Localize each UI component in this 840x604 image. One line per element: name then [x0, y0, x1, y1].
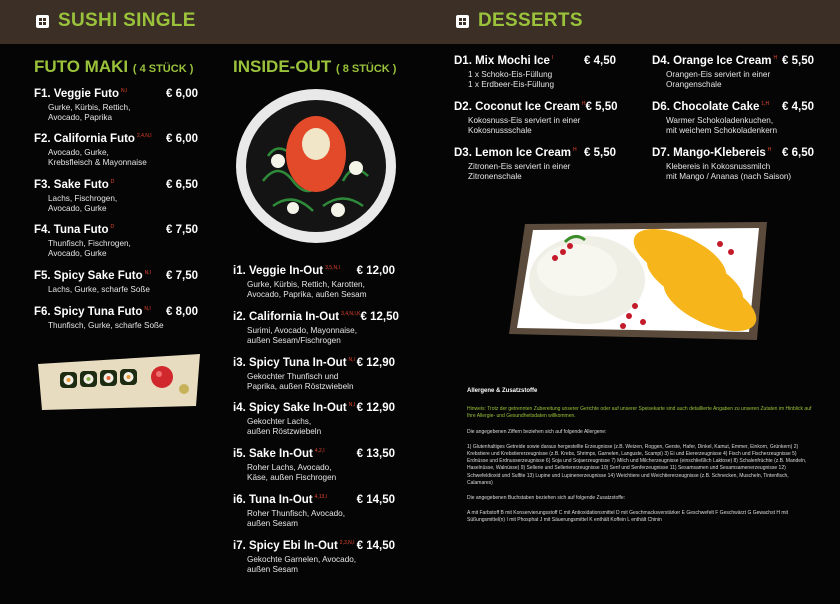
- item-description: Klebereis in Kokosnussmilch mit Mango / Ananas (nach Saison): [666, 162, 792, 181]
- allergens-info: [467, 388, 815, 533]
- item-price: € 12,00: [356, 265, 395, 277]
- menu-item-f2[interactable]: [34, 133, 198, 168]
- item-name: F6. Spicy Tuna Futo: [34, 306, 143, 318]
- menu-item-d6[interactable]: [652, 101, 814, 136]
- item-price: € 7,50: [166, 224, 198, 236]
- allergen-codes: N,I: [120, 88, 128, 95]
- allergen-codes: D: [110, 224, 115, 231]
- menu-item-i7[interactable]: [233, 540, 395, 575]
- item-description: Avocado, Gurke, Krebsfleisch & Mayonnaise: [48, 148, 147, 167]
- menu-item-i3[interactable]: [233, 357, 395, 392]
- allergen-codes: 4,2,I: [314, 448, 325, 455]
- item-price: € 4,50: [584, 55, 616, 67]
- menu-item-f1[interactable]: [34, 88, 198, 123]
- item-description: Thunfisch, Gurke, scharfe Soße: [48, 321, 164, 330]
- item-price: € 4,50: [782, 101, 814, 113]
- item-price: € 12,90: [356, 402, 395, 414]
- item-description: Lachs, Gurke, scharfe Soße: [48, 285, 150, 294]
- item-price: € 6,00: [166, 133, 198, 145]
- menu-item-i6[interactable]: [233, 494, 395, 529]
- item-price: € 6,00: [166, 88, 198, 100]
- inside-out-photo: [233, 86, 398, 246]
- section-header-sushi: [34, 10, 196, 32]
- menu-item-i4[interactable]: [233, 402, 395, 437]
- item-description: Warmer Schokoladenkuchen, mit weichem Schokoladenkern: [666, 116, 778, 135]
- allergen-codes: 2,4,N,I: [136, 133, 152, 140]
- section-title-desserts: DESSERTS: [478, 10, 583, 31]
- item-name: i1. Veggie In-Out: [233, 265, 324, 277]
- item-price: € 14,50: [356, 540, 395, 552]
- menu-item-i2[interactable]: [233, 311, 399, 346]
- allergen-codes: 3,4,N,I,K: [341, 311, 361, 318]
- additives-intro: Die angegebenen Buchstaben beziehen sich auf folgende Zusatzstoffe:: [467, 495, 626, 502]
- item-price: € 14,50: [356, 494, 395, 506]
- menu-item-d4[interactable]: [652, 55, 814, 90]
- menu-item-f6[interactable]: [34, 306, 198, 331]
- item-name: F5. Spicy Sake Futo: [34, 270, 143, 282]
- item-name: i7. Spicy Ebi In-Out: [233, 540, 338, 552]
- allergen-codes: H: [767, 147, 772, 154]
- menu-item-d1[interactable]: [454, 55, 616, 90]
- item-description: Gurke, Kürbis, Rettich, Karotten, Avocado, Paprika, außen Sesam: [247, 280, 367, 299]
- item-name: i2. California In-Out: [233, 311, 340, 323]
- allergens-list: 1) Glutenhaltiges Getreide sowie daraus hergestellte Erzeugnisse (z.B. Weizen, Roggen, Gerste, Hafer, Dinkel, Kamut, Emmer, Einkorn, Grünkern) 2) Krebstiere und Krebstiererzeugnisse (z.B. Krebs, Shrimps, Garnelen, Languste, Scampi) 3) Ei und Eiererzeugnisse 4) Fisch und Fischerzeugnisse 5) Erdnüsse und Erdnusserzeugnisse 6) Soja und Sojaerzeugnisse 7) Milch und Milcherzeugnisse (einschließlich Laktose) 8) Schalenfrüchte (z.B. Mandeln, Haselnüsse, Walnüsse) 9) Sellerie und Selleriererzeugnisse 10) Senf und Senferzeugnisse 11) Sesamsamen und Sesamsamenerzeugnisse 12) Schwefeldioxid und Sulfite 13) Lupine und Lupinenerzeugnisse 14) Weichtiere und Weichtiererzeugnisse (z.B. Schnecken, Muscheln, Tintenfisch, Calamares): [467, 443, 807, 486]
- item-description: Lachs, Fischrogen, Avocado, Gurke: [48, 194, 118, 213]
- allergen-codes: N,I: [144, 270, 152, 277]
- allergen-codes: N,I: [348, 402, 356, 409]
- allergen-codes: 4,13,I: [314, 494, 328, 501]
- allergen-codes: 3,5,N,I: [325, 265, 340, 272]
- menu-item-f4[interactable]: [34, 224, 198, 259]
- futo-maki-heading: [34, 57, 193, 77]
- menu-item-d3[interactable]: [454, 147, 616, 182]
- item-description: Surimi, Avocado, Mayonnaise, außen Sesam/Fischrogen: [247, 326, 357, 345]
- item-price: € 5,50: [584, 147, 616, 159]
- item-description: Gekochter Thunfisch und Paprika, außen Röstzwiebeln: [247, 372, 354, 391]
- inside-out-heading: [233, 57, 396, 77]
- item-description: Zitronen-Eis serviert in einer Zitronenschale: [468, 162, 571, 181]
- allergens-hint: Hinweis: Trotz der getrennten Zubereitung unserer Gerichte oder auf unserer Speisekarte sind auch detaillierte Angaben zu unseren Zutaten im Hinblick auf Ihre Allergie- und Gesundheitsdaten willkommen.: [467, 406, 812, 420]
- inside-out-count: ( 8 STÜCK ): [335, 63, 397, 75]
- item-name: D6. Chocolate Cake: [652, 101, 760, 113]
- menu-item-i1[interactable]: [233, 265, 395, 300]
- item-price: € 7,50: [166, 270, 198, 282]
- item-description: Gurke, Kürbis, Rettich, Avocado, Paprika: [48, 103, 131, 122]
- item-name: D4. Orange Ice Cream: [652, 55, 772, 67]
- item-name: i5. Sake In-Out: [233, 448, 313, 460]
- item-description: Gekochte Garnelen, Avocado, außen Sesam: [247, 555, 357, 574]
- item-description: Roher Thunfisch, Avocado, außen Sesam: [247, 509, 346, 528]
- item-name: D2. Coconut Ice Cream: [454, 101, 580, 113]
- item-price: € 6,50: [782, 147, 814, 159]
- item-name: D7. Mango-Klebereis: [652, 147, 766, 159]
- allergen-codes: N,I: [144, 306, 151, 313]
- allergens-title: Allergene & Zusatzstoffe: [467, 388, 538, 394]
- item-name: F1. Veggie Futo: [34, 88, 119, 100]
- menu-item-f3[interactable]: [34, 179, 198, 214]
- item-description: 1 x Schoko-Eis-Füllung 1 x Erdbeer-Eis-Füllung: [468, 70, 555, 89]
- item-description: Roher Lachs, Avocado, Käse, außen Fischrogen: [247, 463, 337, 482]
- futo-maki-photo: [34, 346, 204, 416]
- item-name: F4. Tuna Futo: [34, 224, 109, 236]
- item-name: i3. Spicy Tuna In-Out: [233, 357, 347, 369]
- item-name: i6. Tuna In-Out: [233, 494, 313, 506]
- item-price: € 8,00: [166, 306, 198, 318]
- additives-list: A mit Farbstoff B mit Konservierungsstoff C mit Antioxidationsmittel D mit Geschmacksverstärker E Geschwefelt F Geschwärzt G Gewachst H mit Süßungsmittel(n) I mit Phosphat J mit Säuerungsmittel K enthält Koffein L enthält Chinin: [467, 510, 789, 524]
- allergen-codes: N,I: [348, 357, 355, 364]
- allergen-codes: D: [110, 179, 115, 186]
- allergen-codes: H: [773, 55, 778, 62]
- item-price: € 5,50: [585, 101, 618, 113]
- menu-item-i5[interactable]: [233, 448, 395, 483]
- futo-maki-title: FUTO MAKI: [34, 57, 129, 76]
- item-description: Thunfisch, Fischrogen, Avocado, Gurke: [48, 239, 131, 258]
- item-name: i4. Spicy Sake In-Out: [233, 402, 347, 414]
- futo-maki-count: ( 4 STÜCK ): [132, 63, 194, 75]
- allergen-codes: I: [551, 55, 554, 62]
- menu-item-d7[interactable]: [652, 147, 814, 182]
- inside-out-title: INSIDE-OUT: [233, 57, 332, 76]
- sushi-icon: [454, 13, 470, 29]
- item-name: F2. California Futo: [34, 133, 135, 145]
- allergen-codes: 2,3,N,I: [339, 540, 355, 547]
- menu-item-d2[interactable]: [454, 101, 616, 136]
- item-description: Kokosnuss-Eis serviert in einer Kokosnussschale: [468, 116, 581, 135]
- item-price: € 13,50: [356, 448, 395, 460]
- allergen-codes: 1,H: [761, 101, 770, 108]
- mango-sticky-rice-photo: [505, 218, 771, 344]
- item-description: Orangen-Eis serviert in einer Orangenschale: [666, 70, 771, 89]
- item-description: Gekochter Lachs, außen Röstzwiebeln: [247, 417, 322, 436]
- item-price: € 12,50: [360, 311, 399, 323]
- item-price: € 5,50: [782, 55, 814, 67]
- item-name: D1. Mix Mochi Ice: [454, 55, 550, 67]
- sushi-icon: [34, 13, 50, 29]
- section-header-desserts: [454, 10, 583, 32]
- item-price: € 12,90: [356, 357, 395, 369]
- item-price: € 6,50: [166, 179, 198, 191]
- item-name: D3. Lemon Ice Cream: [454, 147, 571, 159]
- allergens-intro: Die angegebenen Ziffern beziehen sich auf folgende Allergene:: [467, 428, 607, 435]
- section-title-sushi-single: SUSHI SINGLE: [58, 10, 196, 31]
- item-name: F3. Sake Futo: [34, 179, 109, 191]
- allergen-codes: H: [572, 147, 577, 154]
- allergen-codes: H: [581, 101, 586, 108]
- menu-item-f5[interactable]: [34, 270, 198, 295]
